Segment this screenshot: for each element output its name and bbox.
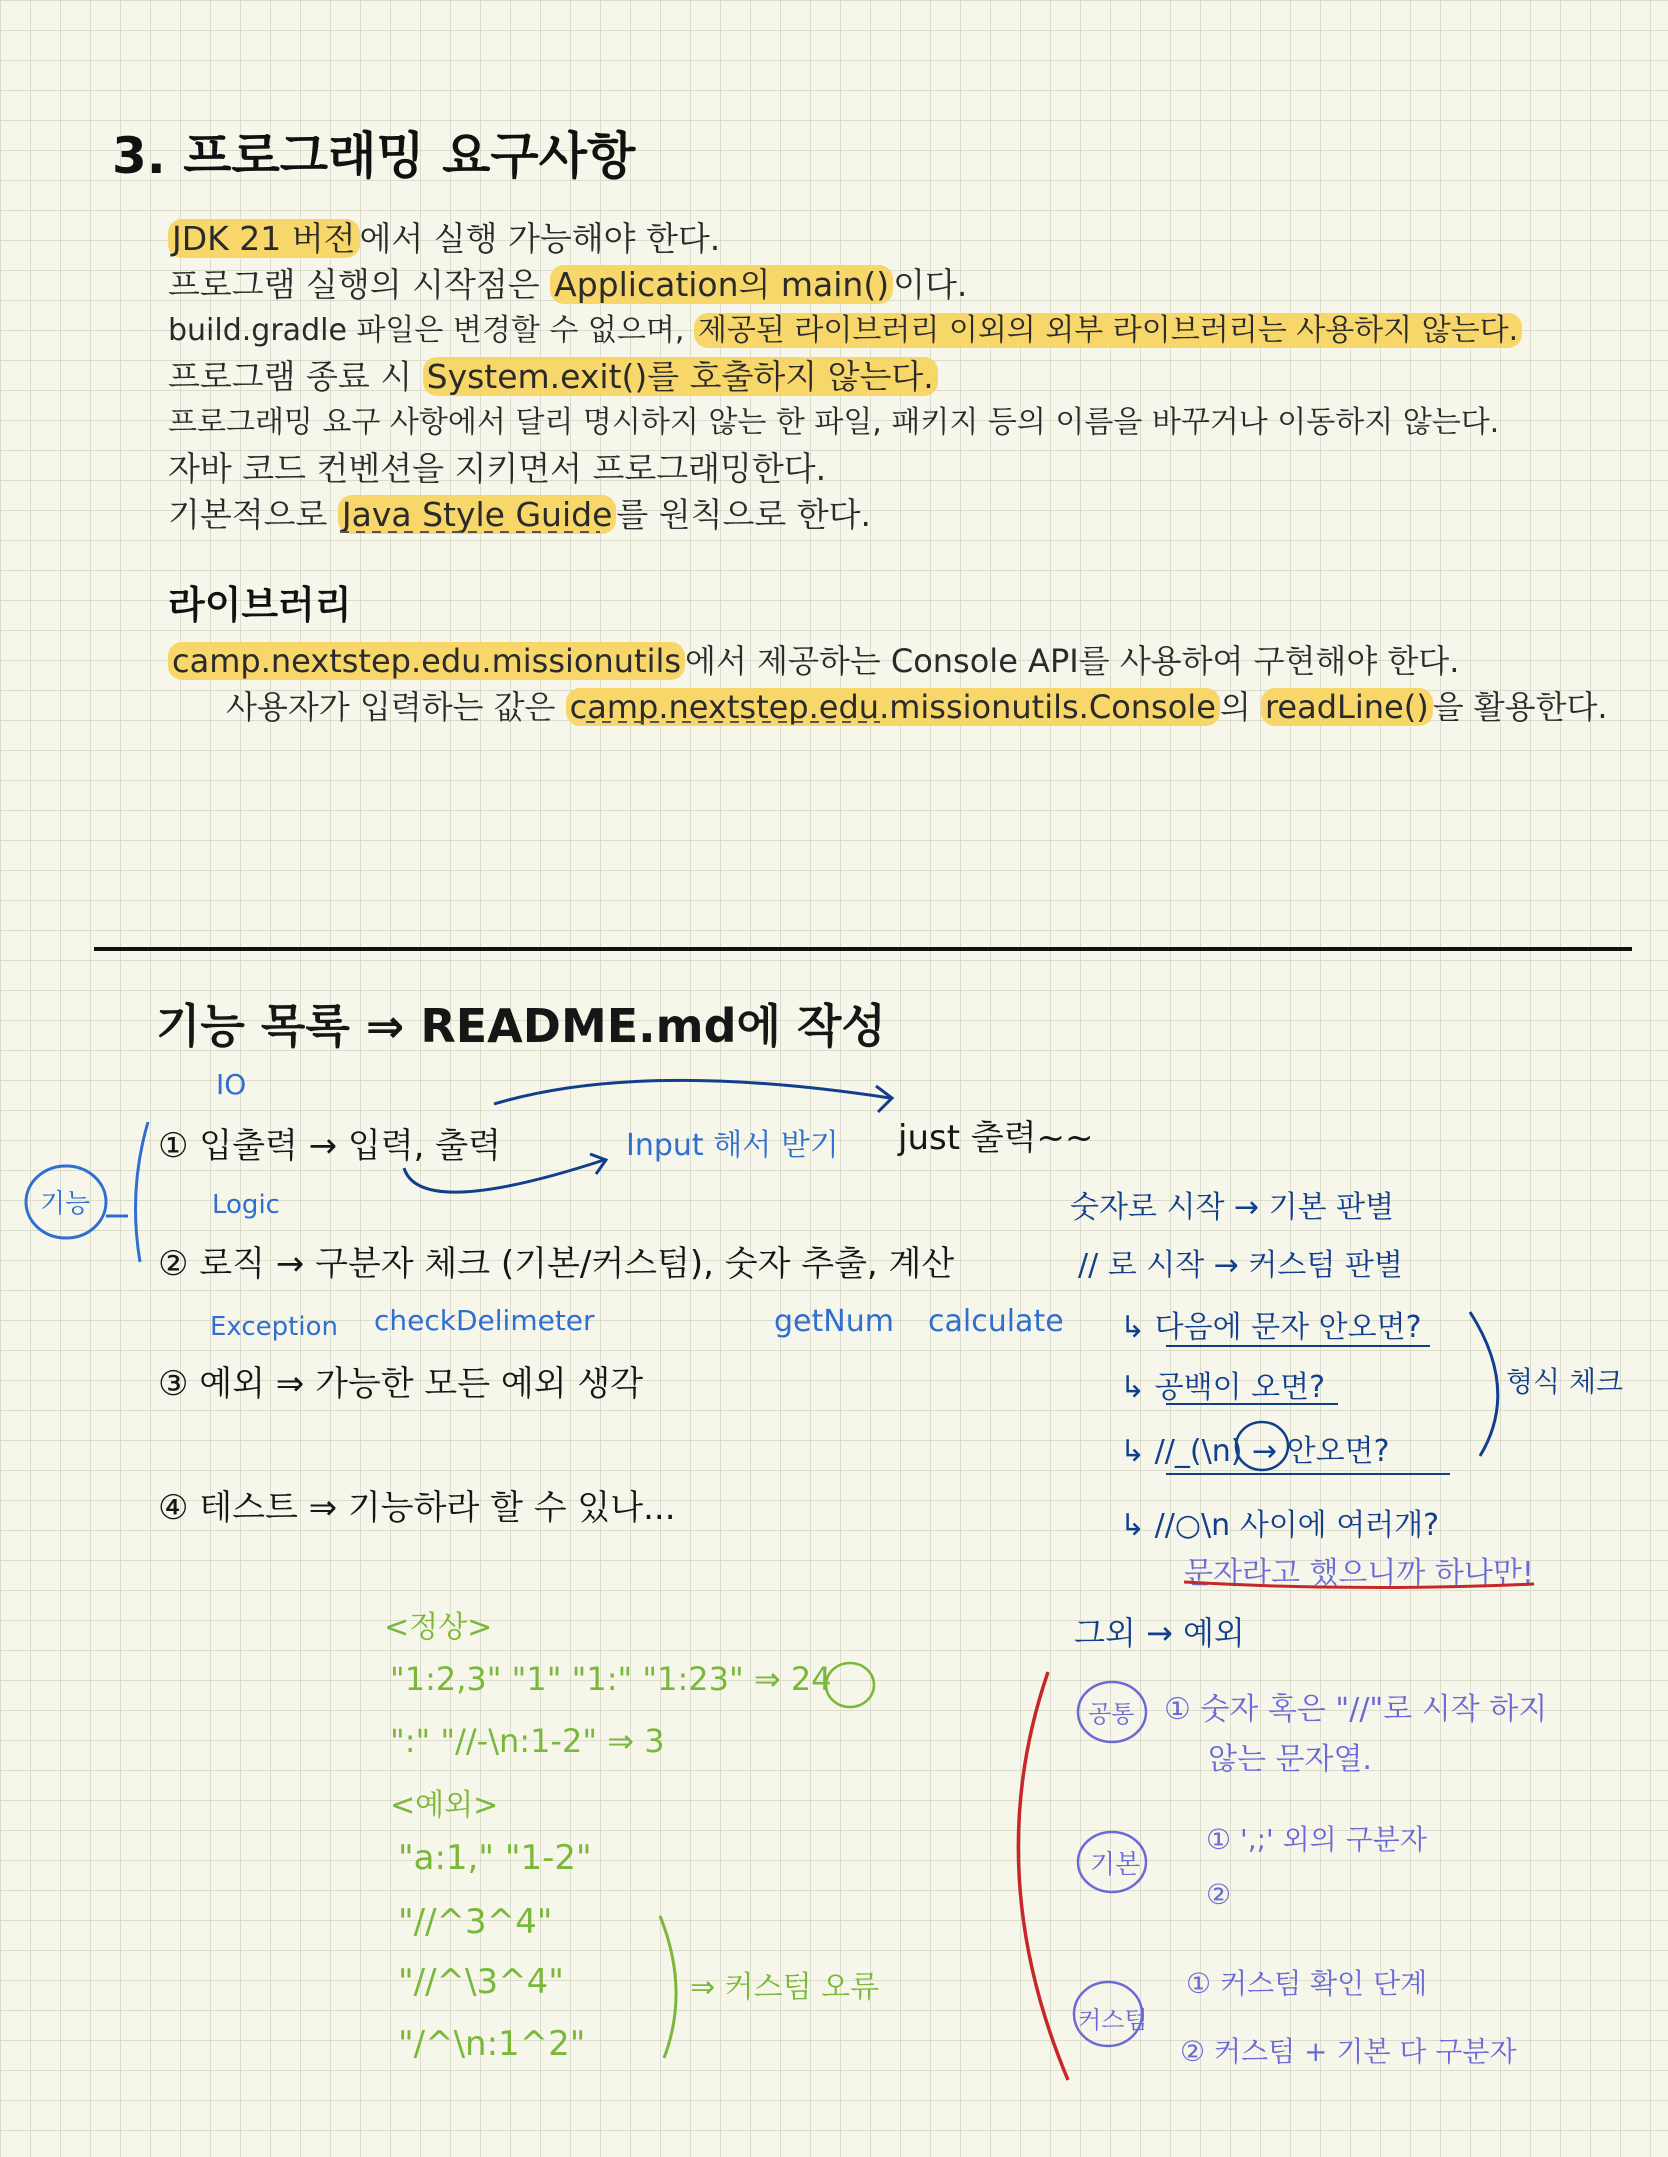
io-tag: IO xyxy=(216,1068,247,1101)
basic-tag: 기본 xyxy=(1090,1850,1141,1880)
item-logic: ② 로직 → 구분자 체크 (기본/커스텀), 숫자 추출, 계산 xyxy=(158,1244,955,1284)
right-note-5: ↳ //_(\n) → 안오면? xyxy=(1120,1434,1390,1469)
library-line-1: camp.nextstep.edu.missionutils 에서 제공하는 Console API를 사용하여 구현해야 한다. xyxy=(168,636,1459,682)
library-title: 라이브러리 xyxy=(168,583,352,627)
custom-tag: 커스텀 xyxy=(1078,2006,1148,2034)
requirement-line-7: 기본적으로 Java Style Guide 를 원칙으로 한다. xyxy=(168,495,871,534)
exception-line-3: "//^\3^4" xyxy=(398,1962,564,2002)
features-title: 기능 목록 ⇒ README.md에 작성 xyxy=(156,999,886,1053)
calculate-note: calculate xyxy=(928,1304,1064,1339)
format-check-note: 형식 체크 xyxy=(1506,1365,1624,1398)
right-note-4: ↳ 공백이 오면? xyxy=(1120,1370,1326,1405)
just-output-note: just 출력~~ xyxy=(898,1118,1094,1158)
requirement-line-1: JDK 21 버전 에서 실행 가능해야 한다. xyxy=(168,213,720,260)
custom-error-note: ⇒ 커스텀 오류 xyxy=(690,1970,880,2005)
custom-text-1: ① 커스텀 확인 단계 xyxy=(1186,1967,1428,2000)
section-title: 3. 프로그래밍 요구사항 xyxy=(112,127,636,185)
requirement-line-5: 프로그래밍 요구 사항에서 달리 명시하지 않는 한 파일, 패키지 등의 이름을 바꾸거나 이동하지 않는다. xyxy=(168,405,1500,440)
requirement-line-4: 프로그램 종료 시 System.exit()를 호출하지 않는다. xyxy=(168,351,938,398)
else-exception-note: 그외 → 예외 xyxy=(1074,1614,1245,1652)
common-tag: 공통 xyxy=(1088,1700,1135,1728)
basic-text-2: ② xyxy=(1206,1878,1232,1911)
normal-line-1: "1:2,3" "1" "1:" "1:23" ⇒ 24 xyxy=(390,1660,832,1698)
library-line-2: 사용자가 입력하는 값은 camp.nextstep.edu.missionutils.Console 의 readLine() 을 활용한다. xyxy=(226,688,1608,726)
logic-tag: Logic xyxy=(212,1190,280,1220)
right-note-6: ↳ //○\n 사이에 여러개? xyxy=(1120,1508,1440,1543)
check-delimeter-note: checkDelimeter xyxy=(374,1304,595,1337)
requirement-line-3: build.gradle 파일은 변경할 수 없으며, 제공된 라이브러리 이외의 외부 라이브러리는 사용하지 않는다. xyxy=(168,305,1522,349)
exception-tag: Exception xyxy=(210,1312,338,1342)
input-note: Input 해서 받기 xyxy=(626,1128,839,1163)
one-char-note: 문자라고 했으니까 하나만! xyxy=(1184,1556,1534,1591)
common-text-1: ① 숫자 혹은 "//"로 시작 하지 xyxy=(1164,1692,1548,1727)
exception-line-1: "a:1," "1-2" xyxy=(398,1838,592,1878)
normal-line-2: ":" "//-\n:1-2" ⇒ 3 xyxy=(390,1722,665,1760)
right-note-3: ↳ 다음에 문자 안오면? xyxy=(1120,1310,1422,1345)
exception-title: <예외> xyxy=(390,1788,499,1823)
feature-tag: 기능 xyxy=(40,1189,91,1219)
requirement-line-6: 자바 코드 컨벤션을 지키면서 프로그래밍한다. xyxy=(168,449,827,488)
item-exception: ③ 예외 ⇒ 가능한 모든 예외 생각 xyxy=(158,1364,644,1404)
common-text-2: 않는 문자열. xyxy=(1208,1742,1372,1777)
custom-text-2: ② 커스텀 + 기본 다 구분자 xyxy=(1180,2035,1517,2068)
requirement-line-2: 프로그램 실행의 시작점은 Application의 main() 이다. xyxy=(168,265,968,304)
normal-title: <정상> xyxy=(384,1610,493,1645)
exception-line-4: "/^\n:1^2" xyxy=(398,2024,586,2064)
right-note-1: 숫자로 시작 → 기본 판별 xyxy=(1070,1190,1395,1225)
item-io: ① 입출력 → 입력, 출력 xyxy=(158,1126,501,1166)
get-num-note: getNum xyxy=(774,1304,894,1339)
basic-text-1: ① ',;' 외의 구분자 xyxy=(1206,1823,1427,1856)
right-note-2: // 로 시작 → 커스텀 판별 xyxy=(1078,1248,1403,1283)
exception-line-2: "//^3^4" xyxy=(398,1902,553,1942)
item-test: ④ 테스트 ⇒ 기능하라 할 수 있나... xyxy=(158,1488,676,1528)
